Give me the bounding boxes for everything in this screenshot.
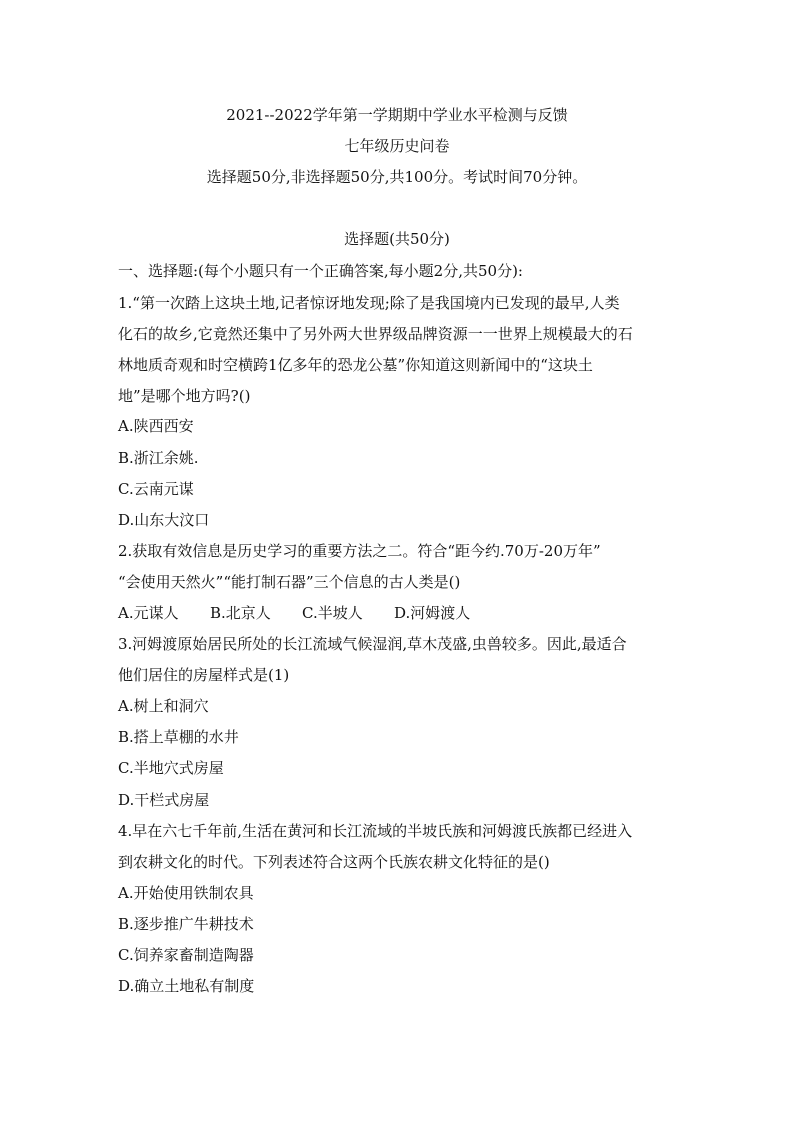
question-4-option-d: D.确立土地私有制度 [118,977,255,995]
question-3-line-1: 3.河姆渡原始居民所处的长江流域气候湿润,草木茂盛,虫兽较多。因此,最适合 [118,635,627,653]
question-1-option-b: B.浙江余姚. [118,449,199,467]
question-4-option-a: A.开始使用铁制农具 [118,884,254,902]
question-1-line-3: 林地质奇观和时空横跨1亿多年的恐龙公墓”你知道这则新闻中的“这块土 [118,356,593,374]
question-2-line-1: 2.获取有效信息是历史学习的重要方法之二。符合“距今约.70万-20万年” [118,542,601,560]
question-3-option-b: B.搭上草棚的水井 [118,728,239,746]
question-2-line-2: “会使用天然火”“能打制石器”三个信息的古人类是() [118,573,461,591]
question-1-option-c: C.云南元谋 [118,480,194,498]
exam-subtitle: 七年级历史问卷 [344,137,450,155]
question-4-line-1: 4.早在六七千年前,生活在黄河和长江流域的半坡氏族和河姆渡氏族都已经进入 [118,822,633,840]
exam-info: 选择题50分,非选择题50分,共100分。考试时间70分钟。 [206,168,588,186]
question-2-option-d: D.河姆渡人 [394,604,471,622]
question-3-option-a: A.树上和洞穴 [118,697,209,715]
question-1-option-a: A.陕西西安 [118,417,194,435]
question-3-option-d: D.干栏式房屋 [118,791,210,809]
section-instruction: 一、选择题:(每个小题只有一个正确答案,每小题2分,共50分): [118,262,523,280]
question-2-options [118,602,470,623]
question-3-option-c: C.半地穴式房屋 [118,759,224,777]
question-4-option-c: C.饲养家畜制造陶器 [118,946,254,964]
exam-title: 2021--2022学年第一学期期中学业水平检测与反馈 [226,106,568,124]
question-3-line-2: 他们居住的房屋样式是(1) [118,666,290,684]
question-2-option-b: B.北京人 [210,604,271,622]
question-1-line-2: 化石的故乡,它竟然还集中了另外两大世界级品牌资源一一世界上规模最大的石 [118,325,633,343]
question-4-line-2: 到农耕文化的时代。下列表述符合这两个氏族农耕文化特征的是() [118,853,550,871]
question-1-line-4: 地”是哪个地方吗?() [118,387,251,405]
question-2-option-a: A.元谋人 [118,604,179,622]
question-1-line-1: 1.“第一次踏上这块土地,记者惊讶地发现;除了是我国境内已发现的最早,人类 [118,294,620,312]
question-2-option-c: C.半坡人 [302,604,363,622]
question-4-option-b: B.逐步推广牛耕技术 [118,915,254,933]
question-1-option-d: D.山东大汶口 [118,511,210,529]
section-title: 选择题(共50分) [344,230,450,248]
